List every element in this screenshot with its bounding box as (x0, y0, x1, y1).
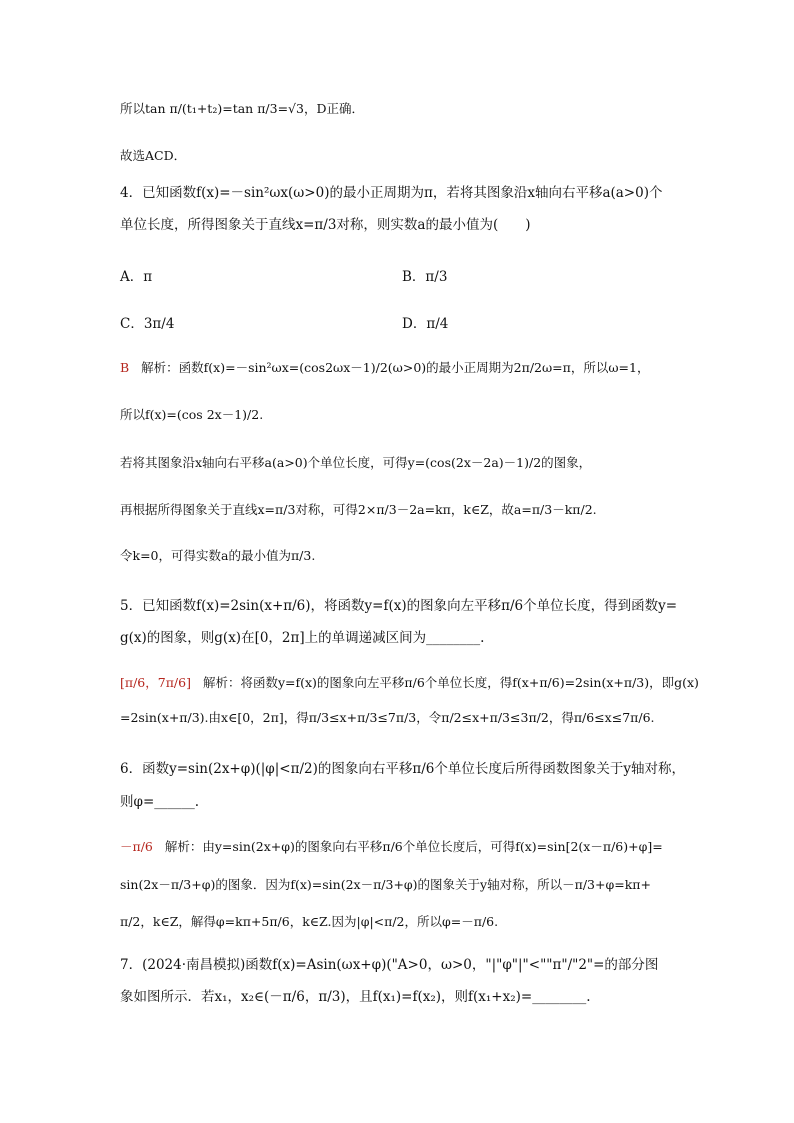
solution-4-line: 再根据所得图象关于直线x=π/3对称，可得2×π/3－2a=kπ，k∈Z，故a=π/3－kπ/2. (120, 502, 597, 517)
question-4: 4．已知函数f(x)=－sin²ωx(ω>0)的最小正周期为π，若将其图象沿x轴向右平移a(a>0)个 (120, 185, 663, 201)
solution-5: 解析：将函数y=f(x)的图象向左平移π/6个单位长度，得f(x+π/6)=2sin(x+π/3)，即g(x) (202, 675, 699, 690)
text-line: 所以tan π/(t₁+t₂)=tan π/3=√3，D正确． (120, 101, 364, 116)
answer-4: B (120, 360, 130, 375)
question-5: 5．已知函数f(x)=2sin(x+π/6)，将函数y=f(x)的图象向左平移π/6个单位长度，得到函数y= (120, 598, 678, 614)
option-b: B．π/3 (402, 269, 448, 285)
question-5-cont: g(x)的图象，则g(x)在[0，2π]上的单调递减区间为________. (120, 630, 485, 646)
question-7: 7．(2024·南昌模拟)函数f(x)=Asin(ωx+φ)("A>0，ω>0，"|"φ"|"<""π"/"2"=的部分图 (120, 957, 659, 973)
solution-4-line: 若将其图象沿x轴向右平移a(a>0)个单位长度，可得y=(cos(2x－2a)－1)/2的图象， (120, 455, 592, 470)
text-line: 故选ACD． (120, 148, 187, 163)
solution-4-line: 令k=0，可得实数a的最小值为π/3. (120, 548, 316, 563)
solution-4-line: 所以f(x)=(cos 2x－1)/2. (120, 407, 264, 422)
solution-6-line: π/2，k∈Z，解得φ=kπ+5π/6，k∈Z.因为|φ|<π/2，所以φ=－π/6. (120, 914, 499, 929)
option-c: C．3π/4 (120, 316, 175, 332)
question-7-cont: 象如图所示．若x₁，x₂∈(－π/6，π/3)，且f(x₁)=f(x₂)，则f(x₁+x₂)=________. (120, 989, 591, 1005)
solution-4: 解析：函数f(x)=－sin²ωx=(cos2ωx－1)/2(ω>0)的最小正周期为2π/2ω=π，所以ω=1， (141, 360, 650, 375)
option-d: D．π/4 (402, 316, 449, 332)
question-6-cont: 则φ=______. (120, 794, 200, 810)
solution-5-line: =2sin(x+π/3).由x∈[0，2π]，得π/3≤x+π/3≤7π/3，令π/2≤x+π/3≤3π/2，得π/6≤x≤7π/6. (120, 710, 655, 725)
option-a: A．π (120, 269, 153, 285)
question-6: 6．函数y=sin(2x+φ)(|φ|<π/2)的图象向右平移π/6个单位长度后所得函数图象关于y轴对称， (120, 761, 686, 777)
solution-6: 解析：由y=sin(2x+φ)的图象向右平移π/6个单位长度后，可得f(x)=sin[2(x－π/6)+φ]= (164, 839, 663, 854)
solution-6-line: sin(2x－π/3+φ)的图象．因为f(x)=sin(2x－π/3+φ)的图象关于y轴对称，所以－π/3+φ=kπ+ (120, 877, 651, 892)
question-4-cont: 单位长度，所得图象关于直线x=π/3对称，则实数a的最小值为( ) (120, 217, 531, 233)
answer-6: －π/6 (120, 839, 153, 854)
answer-5: [π/6，7π/6] (120, 675, 191, 690)
